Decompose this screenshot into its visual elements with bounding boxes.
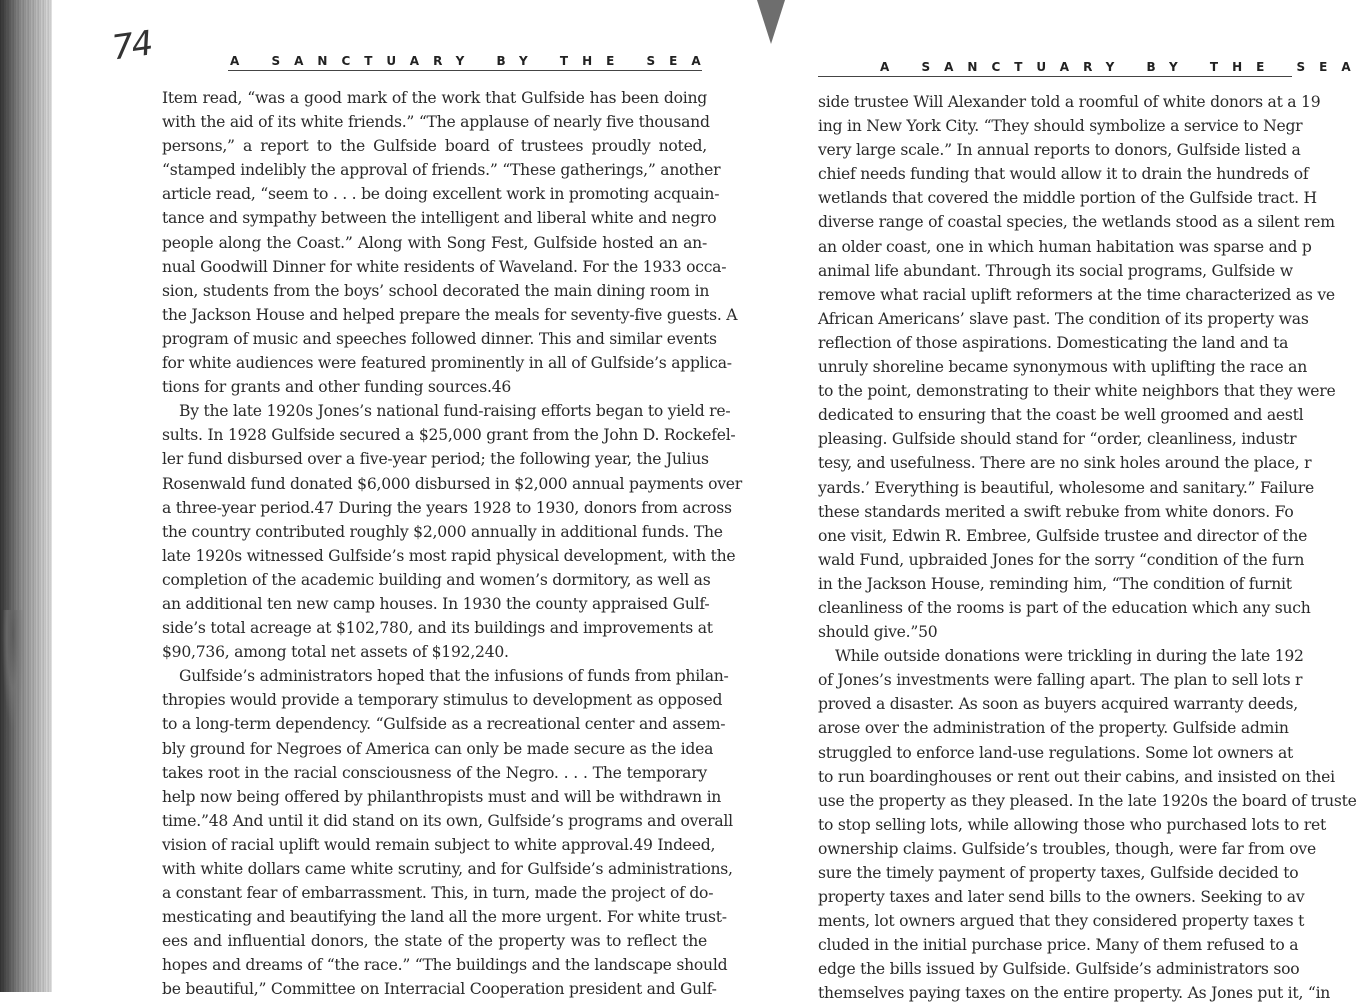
left-page-text-line: ees and influential donors, the state of the property was to reflect the: [162, 932, 707, 951]
left-page-text-line: a three-year period.47 During the years 1928 to 1930, donors from across: [162, 498, 732, 517]
right-page-text: [818, 90, 1357, 1003]
left-page-text-line: with white dollars came white scrutiny, and for Gulfside’s administrations,: [162, 860, 733, 878]
left-page-text-line: help now being offered by philanthropists must and will be withdrawn in: [162, 787, 722, 806]
left-page-text-line: an additional ten new camp houses. In 1930 the county appraised Gulf-: [162, 594, 710, 613]
left-page-text-line: the Jackson House and helped prepare the meals for seventy-five guests. A: [162, 305, 738, 324]
left-page-text-line: time.”48 And until it did stand on its own, Gulfside’s programs and overall: [162, 811, 733, 830]
right-page-text-line: sure the timely payment of property taxes, Gulfside decided to: [818, 864, 1299, 882]
left-page-text: [162, 86, 742, 999]
right-page-text-line: arose over the administration of the property. Gulfside admin: [818, 719, 1289, 738]
left-page-text-line: Gulfside’s administrators hoped that the infusions of funds from philan-: [179, 667, 729, 686]
right-page-text-line: reflection of those aspirations. Domesticating the land and ta: [818, 333, 1289, 352]
right-page-text-line: of Jones’s investments were falling apart. The plan to sell lots r: [818, 671, 1303, 690]
right-page-text-line: edge the bills issued by Gulfside. Gulfside’s administrators soo: [818, 960, 1300, 979]
right-page-text-line: animal life abundant. Through its social programs, Gulfside w: [818, 261, 1293, 280]
handwritten-page-number: 74: [109, 23, 154, 69]
left-page-text-line: be beautiful,” Committee on Interracial Cooperation president and Gulf-: [162, 980, 717, 999]
right-page-text-line: use the property as they pleased. In the late 1920s the board of truste: [818, 791, 1357, 810]
photo-fragment: [2, 610, 24, 730]
right-page-text-line: pleasing. Gulfside should stand for “order, cleanliness, industr: [818, 430, 1297, 449]
left-page-text-line: late 1920s witnessed Gulfside’s most rapid physical development, with the: [162, 546, 736, 565]
left-page-text-line: sion, students from the boys’ school decorated the main dining room in: [162, 281, 710, 300]
left-page-text-line: Rosenwald fund donated $6,000 disbursed in $2,000 annual payments over: [162, 474, 742, 493]
left-page-text-line: article read, “seem to . . . be doing excellent work in promoting acquain-: [162, 185, 720, 204]
right-page-text-line: diverse range of coastal species, the wetlands stood as a silent rem: [818, 213, 1335, 232]
left-page-text-line: tance and sympathy between the intelligent and liberal white and negro: [162, 209, 717, 228]
scanned-page-edge: [0, 0, 52, 992]
left-page-text-line: hopes and dreams of “the race.” “The buildings and the landscape should: [162, 956, 728, 975]
right-page-text-line: in the Jackson House, reminding him, “The condition of furnit: [818, 574, 1292, 593]
right-page-text-line: should give.”50: [818, 623, 938, 642]
right-page-text-line: tesy, and usefulness. There are no sink holes around the place, r: [818, 454, 1312, 473]
left-page-text-line: side’s total acreage at $102,780, and its buildings and improvements at: [162, 619, 713, 638]
right-page-text-line: While outside donations were trickling in during the late 192: [835, 647, 1304, 666]
book-gutter: [735, 0, 795, 60]
right-page-text-line: to run boardinghouses or rent out their cabins, and insisted on thei: [818, 767, 1335, 786]
left-header-rule: [228, 70, 702, 71]
gutter-shadow: [757, 0, 785, 44]
left-running-head: A SANCTUARY BY THE SEA: [230, 54, 715, 68]
left-page-text-line: persons,” a report to the Gulfside board of trustees proudly noted,: [162, 137, 707, 156]
right-header-rule: [818, 76, 1292, 77]
left-page-text-line: the country contributed roughly $2,000 annually in additional funds. The: [162, 522, 723, 541]
right-page-text-line: property taxes and later send bills to the owners. Seeking to av: [818, 888, 1305, 907]
right-page-text-line: remove what racial uplift reformers at the time characterized as ve: [818, 285, 1335, 304]
left-page-text-line: bly ground for Negroes of America can only be made secure as the idea: [162, 739, 714, 758]
right-page-text-line: cluded in the initial purchase price. Many of them refused to a: [818, 936, 1299, 955]
right-page-text-line: one visit, Edwin R. Embree, Gulfside trustee and director of the: [818, 526, 1308, 545]
right-page-text-line: very large scale.” In annual reports to donors, Gulfside listed a: [818, 141, 1301, 160]
left-page-text-line: takes root in the racial consciousness of the Negro. . . . The temporary: [162, 763, 707, 782]
right-page-text-line: wald Fund, upbraided Jones for the sorry “condition of the furn: [818, 550, 1305, 569]
right-page-text-line: struggled to enforce land-use regulations. Some lot owners at: [818, 743, 1294, 762]
left-page-text-line: a constant fear of embarrassment. This, in turn, made the project of do-: [162, 884, 714, 903]
left-page-text-line: to a long-term dependency. “Gulfside as a recreational center and assem-: [162, 715, 726, 734]
right-page-text-line: wetlands that covered the middle portion of the Gulfside tract. H: [818, 189, 1317, 208]
right-page-text-line: yards.’ Everything is beautiful, wholesome and sanitary.” Failure: [818, 478, 1314, 497]
left-page-text-line: with the aid of its white friends.” “The applause of nearly five thousand: [162, 113, 710, 132]
right-page-text-line: to the point, demonstrating to their white neighbors that they were: [818, 382, 1336, 401]
left-page-text-line: ler fund disbursed over a five-year period; the following year, the Julius: [162, 450, 709, 469]
left-page-text-line: Item read, “was a good mark of the work that Gulfside has been doing: [162, 89, 707, 107]
right-page-text-line: these standards merited a swift rebuke from white donors. Fo: [818, 502, 1294, 521]
left-page-text-line: program of music and speeches followed dinner. This and similar events: [162, 329, 717, 348]
right-page-text-line: proved a disaster. As soon as buyers acquired warranty deeds,: [818, 695, 1298, 714]
left-page-text-line: By the late 1920s Jones’s national fund-raising efforts began to yield re-: [179, 402, 731, 421]
right-page-text-line: themselves paying taxes on the entire property. As Jones put it, “in: [818, 984, 1331, 1003]
left-page-text-line: for white audiences were featured prominently in all of Gulfside’s applica-: [162, 354, 732, 373]
right-page-text-line: to stop selling lots, while allowing those who purchased lots to ret: [818, 815, 1326, 834]
left-page-text-line: people along the Coast.” Along with Song Fest, Gulfside hosted an an-: [162, 233, 707, 252]
left-page-text-line: completion of the academic building and women’s dormitory, as well as: [162, 570, 711, 589]
right-page-text-line: African Americans’ slave past. The condition of its property was: [818, 309, 1309, 328]
right-running-head: A SANCTUARY BY THE SEA: [880, 60, 1365, 74]
left-page-text-line: sults. In 1928 Gulfside secured a $25,000 grant from the John D. Rockefel-: [162, 426, 736, 445]
left-page-text-line: tions for grants and other funding sources.46: [162, 378, 512, 397]
right-page-text-line: ownership claims. Gulfside’s troubles, though, were far from ove: [818, 839, 1316, 858]
right-page-text-line: cleanliness of the rooms is part of the education which any such: [818, 598, 1311, 617]
left-page-text-line: “stamped indelibly the approval of friends.” “These gatherings,” another: [162, 161, 721, 180]
left-page-text-line: nual Goodwill Dinner for white residents of Waveland. For the 1933 occa-: [162, 257, 727, 276]
right-page-text-line: chief needs funding that would allow it to drain the hundreds of: [818, 165, 1309, 184]
right-page-text-line: unruly shoreline became synonymous with uplifting the race an: [818, 358, 1308, 377]
left-page-text-line: $90,736, among total net assets of $192,240.: [162, 643, 509, 662]
left-page-text-line: thropies would provide a temporary stimulus to development as opposed: [162, 691, 723, 710]
right-page-text-line: ing in New York City. “They should symbolize a service to Negr: [818, 117, 1303, 136]
right-page-text-line: dedicated to ensuring that the coast be well groomed and aestl: [818, 406, 1304, 425]
right-page-text-line: side trustee Will Alexander told a roomful of white donors at a 19: [818, 93, 1321, 111]
left-page-text-line: vision of racial uplift would remain subject to white approval.49 Indeed,: [162, 835, 716, 854]
right-page-text-line: an older coast, one in which human habitation was sparse and p: [818, 237, 1312, 256]
left-page-text-line: mesticating and beautifying the land all the more urgent. For white trust-: [162, 908, 727, 927]
right-page-text-line: ments, lot owners argued that they considered property taxes t: [818, 912, 1305, 931]
